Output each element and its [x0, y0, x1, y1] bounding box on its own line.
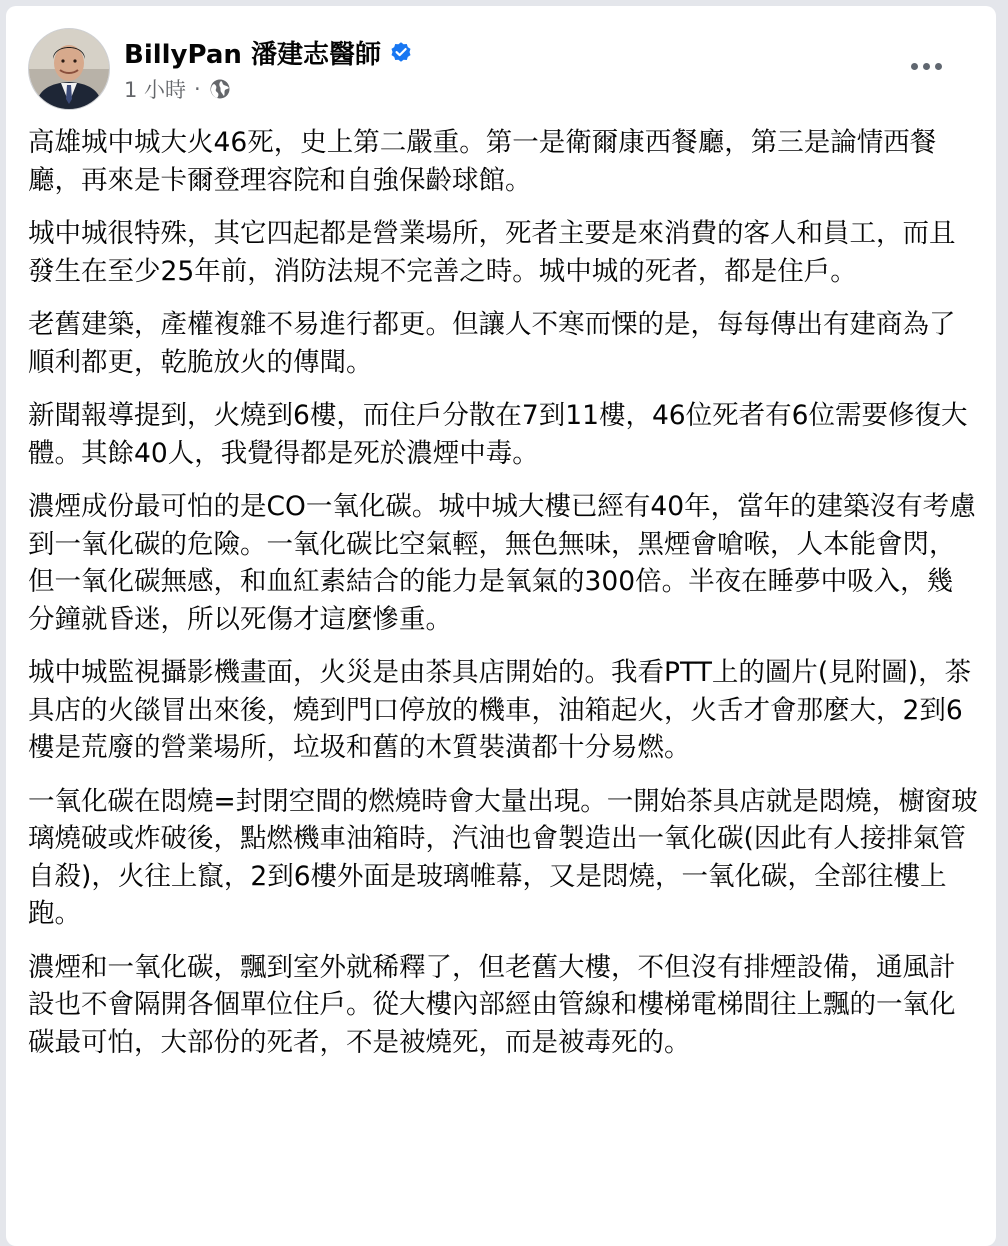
author-avatar[interactable] [28, 28, 110, 110]
post-body [28, 124, 978, 1077]
author-line [124, 32, 413, 72]
post-paragraph: 老舊建築，產權複雜不易進行都更。但讓人不寒而慄的是，每每傳出有建商為了順利都更，乾脆放火的傳聞。 [28, 309, 956, 378]
post-paragraph: 濃煙和一氧化碳，飄到室外就稀釋了，但老舊大樓，不但沒有排煙設備，通風計設也不會隔開各個單位住戶。從大樓內部經由管線和樓梯電梯間往上飄的一氧化碳最可怕，大部份的死者，不是被燒死，而是被毒死的。 [28, 951, 956, 1058]
post-timestamp[interactable]: 1 小時 [124, 78, 187, 102]
post-paragraph: 一氧化碳在悶燒=封閉空間的燃燒時會大量出現。一開始茶具店就是悶燒，櫥窗玻璃燒破或炸破後，點燃機車油箱時，汽油也會製造出一氧化碳(因此有人接排氣管自殺)，火往上竄，2到6樓外面是玻璃帷幕，又是悶燒，一氧化碳，全部往樓上跑。 [28, 785, 978, 929]
post-paragraph: 新聞報導提到，火燒到6樓，而住戶分散在7到11樓，46位死者有6位需要修復大體。其餘40人，我覺得都是死於濃煙中毒。 [28, 400, 968, 469]
globe-icon[interactable] [209, 78, 231, 100]
post-card [6, 6, 996, 1246]
more-options-button[interactable] [902, 46, 950, 86]
verified-badge-icon [389, 40, 413, 64]
post-paragraph: 濃煙成份最可怕的是CO一氧化碳。城中城大樓已經有40年，當年的建築沒有考慮到一氧化碳的危險。一氧化碳比空氣輕，無色無味，黑煙會嗆喉，人本能會閃，但一氧化碳無感，和血紅素結合的能力是氧氣的300倍。半夜在睡夢中吸入，幾分鐘就昏迷，所以死傷才這麼慘重。 [28, 491, 976, 635]
post-header [6, 6, 996, 116]
profile-photo-icon [29, 29, 109, 109]
post-meta [124, 74, 231, 104]
more-dot-icon [935, 63, 942, 70]
more-dot-icon [923, 63, 930, 70]
meta-separator: · [194, 77, 201, 101]
post-paragraph: 城中城監視攝影機畫面，火災是由茶具店開始的。我看PTT上的圖片(見附圖)，茶具店的火燄冒出來後，燒到門口停放的機車，油箱起火，火舌才會那麼大，2到6樓是荒廢的營業場所，垃圾和舊的木質裝潢都十分易燃。 [28, 657, 972, 763]
more-dot-icon [911, 63, 918, 70]
post-paragraph: 高雄城中城大火46死，史上第二嚴重。第一是衛爾康西餐廳，第三是論情西餐廳，再來是卡爾登理容院和自強保齡球館。 [28, 127, 937, 196]
author-name[interactable]: BillyPan 潘建志醫師 [124, 39, 381, 70]
post-paragraph: 城中城很特殊，其它四起都是營業場所，死者主要是來消費的客人和員工，而且發生在至少25年前，消防法規不完善之時。城中城的死者，都是住戶。 [28, 218, 956, 287]
